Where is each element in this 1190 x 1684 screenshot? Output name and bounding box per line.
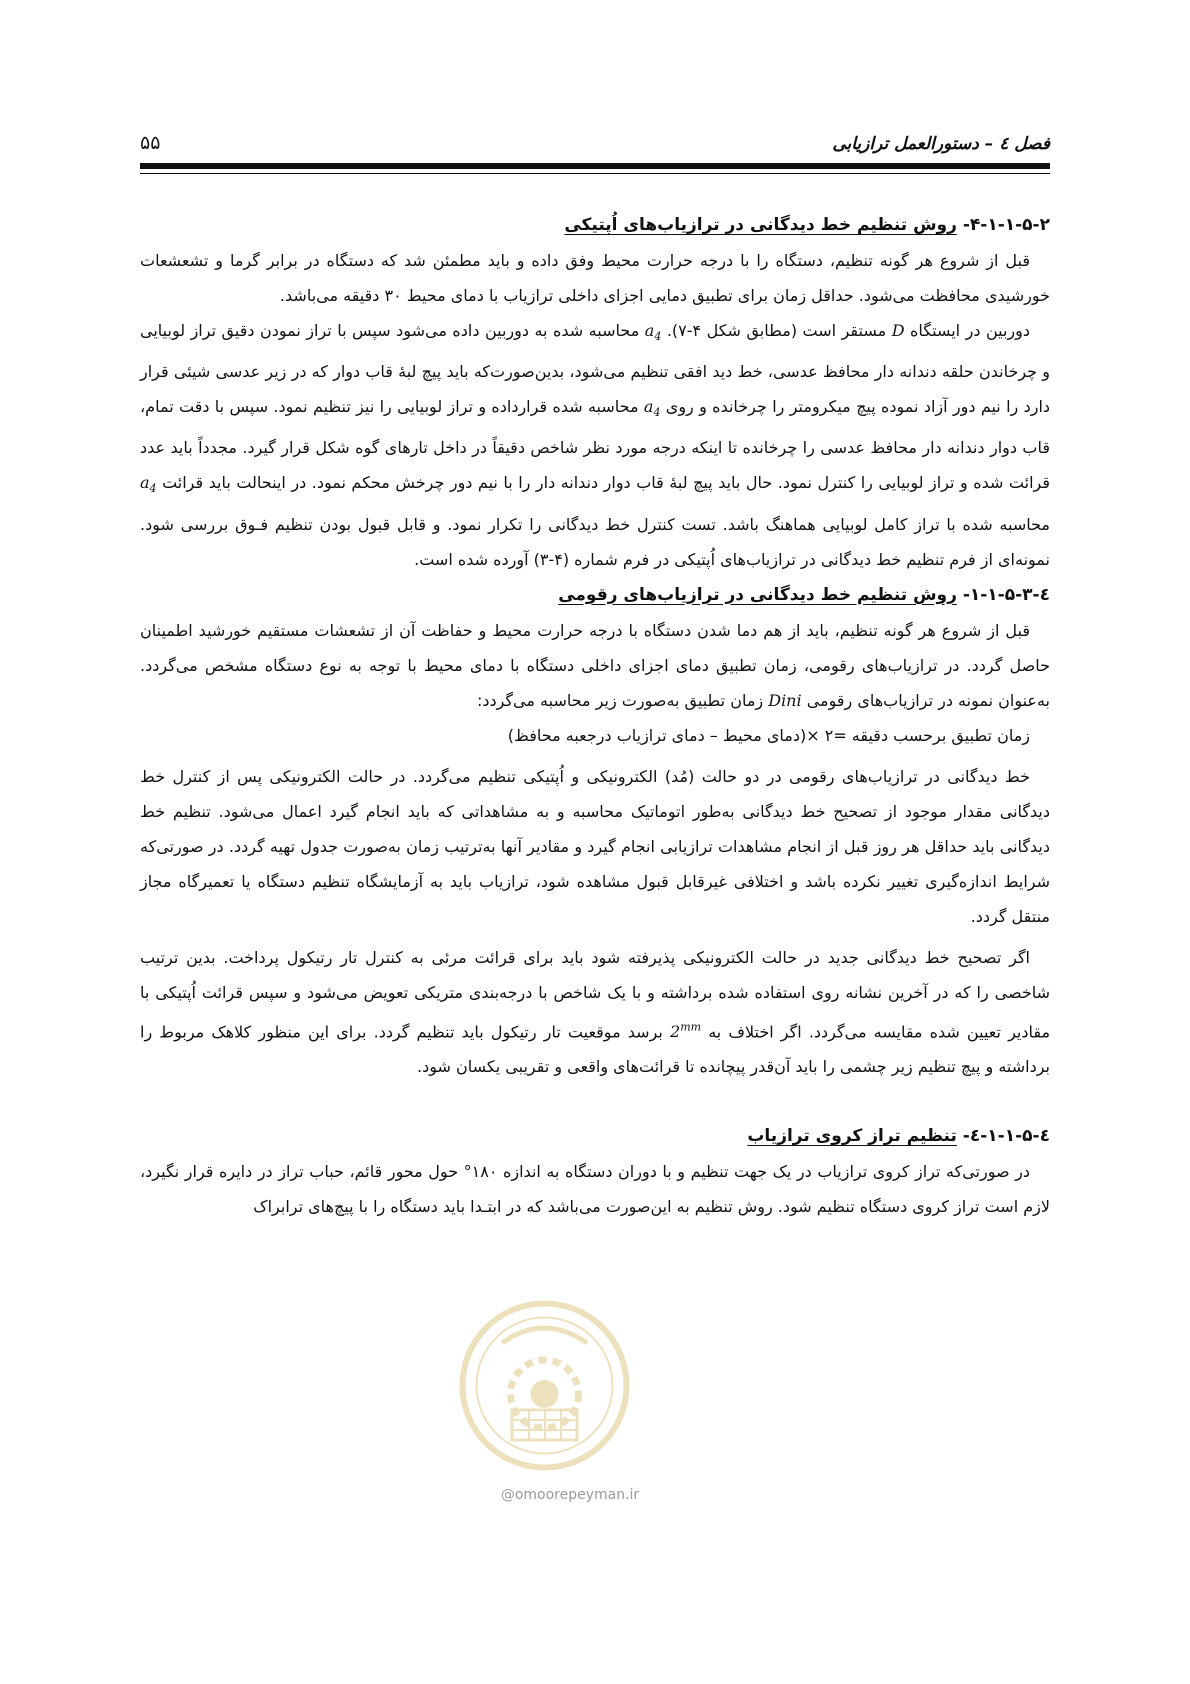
- section-heading: [140, 577, 1050, 613]
- variable-2mm: $2^{mm}$: [670, 1020, 702, 1041]
- running-header: [140, 120, 1050, 160]
- chapter-title: فصل ٤ – دستورالعمل ترازیابی: [832, 134, 1050, 154]
- section-title: تنظیم تراز کروی ترازیاب: [747, 1125, 957, 1146]
- variable-a4: $a_4$: [140, 473, 157, 496]
- page-number: ۵۵: [140, 132, 161, 154]
- variable-D: D: [891, 321, 905, 340]
- section-number: ٤-۱-۱-۵-۳-: [962, 584, 1050, 605]
- formula: زمان تطبیق برحسب دقیقه =۲ ×(دمای محیط – دمای ترازیاب درجعبه محافظ): [507, 725, 1030, 745]
- paragraph: اگر تصحیح خط دیدگانی جدید در حالت الکترونیکی پذیرفته شود باید برای قرائت مرئی به کنترل تار رتیکول پرداخت. بدین ترتیب شاخصی را که در آخرین نشانه روی استفاده شده برداشته و با یک شاخص با درجه‌بندی متریکی تعویض می‌شود و سپس قرائت اُپتیکی با مقادیر تعیین شده مقایسه می‌گردد. اگر اختلاف به $2^{mm}$ برسد موقعیت تار رتیکول باید تنظیم گردد. برای این منظور کلاهک مربوط را برداشته و پیچ تنظیم زیر چشمی را باید آن‌قدر پیچانده تا قرائت‌های واقعی و تقریبی یکسان شود.: [140, 947, 1051, 1076]
- paragraph: دوربین در ایستگاه D مستقر است (مطابق شکل ۴-۷). $a_4$ محاسبه شده به دوربین داده می‌شود سپس با تراز نمودن دقیق تراز لوبیایی و چرخاندن حلقه دندانه دار محافظ عدسی، خط دید افقی تنظیم می‌شود، بدین‌صورت‌که باید پیچ لبهٔ قاب دوار که در زیر عدسی شیئی قرار دارد را نیم دور آزاد نموده پیچ میکرومتر را چرخانده و روی $a_4$ محاسبه شده قرارداده و تراز لوبیایی را نیز تنظیم نمود. سپس با دقت تمام، قاب دوار دندانه دار محافظ عدسی را چرخانده تا اینکه درجه مورد نظر شاخص دقیقاً در داخل تارهای گوه شکل قرار گیرد. مجدداً باید عدد قرائت شده و تراز لوبیایی را کنترل نمود. حال باید پیچ لبهٔ قاب دوار دندانه دار را با نیم دور چرخش محکم نمود. در اینحالت باید قرائت $a_4$ محاسبه شده با تراز کامل لوبیایی هماهنگ باشد. تست کنترل خط دیدگانی را تکرار نمود. و قابل قبول بودن تنظیم فـوق بررسی شود. نمونه‌ای از فرم تنظیم خط دیدگانی در ترازیاب‌های اُپتیکی در فرم شماره (۴-۳) آورده شده است.: [140, 321, 1051, 569]
- paragraph: خط دیدگانی در ترازیاب‌های رقومی در دو حالت (مُد) الکترونیکی و اُپتیکی تنظیم می‌گردد. در حالت الکترونیکی پس از کنترل خط دیدگانی مقدار موجود از تصحیح خط دیدگانی به‌طور اتوماتیک محاسبه و به مشاهداتی که باید انجام گیرد اعمال می‌شود. تنظیم خط دیدگانی باید حداقل هر روز قبل از انجام مشاهدات ترازیابی انجام گیرد و مقادیر آنها به‌ترتیب زمان به‌صورت جدول تهیه گردد. در صورتی‌که شرایط اندازه‌گیری تغییر نکرده باشد و اختلافی غیرقابل قبول مشاهده شود، ترازیاب باید به آزمایشگاه تنظیم دستگاه یا تعمیرگاه مجاز منتقل گردد.: [140, 766, 1050, 926]
- section-number: ٤-۱-۱-۵-٤-: [962, 1125, 1050, 1146]
- paragraph: در صورتی‌که تراز کروی ترازیاب در یک جهت تنظیم و با دوران دستگاه به اندازه ۱۸۰° حول محور قائم، حباب تراز در دایره قرار نگیرد، لازم است تراز کروی دستگاه تنظیم شود. روش تنظیم به این‌صورت می‌باشد که در ابتـدا باید دستگاه را با پیچ‌های ترابراک: [140, 1161, 1050, 1216]
- watermark-site: @omoorepeyman.ir: [500, 1487, 640, 1503]
- paragraph: قبل از شروع هر گونه تنظیم، باید از هم دما شدن دستگاه با درجه حرارت محیط و حفاظت آن از تشعشات مستقیم خورشید اطمینان حاصل گردد. در ترازیاب‌های رقومی، زمان تطبیق دمای اجزای داخلی دستگاه با دمای محیط با توجه به نوع دستگاه مشخص می‌گردد. به‌عنوان نمونه در ترازیاب‌های رقومی Dini زمان تطبیق به‌صورت زیر محاسبه می‌گردد:: [140, 620, 1050, 710]
- header-rule-thin: [140, 173, 1050, 174]
- variable-a4: $a_4$: [644, 321, 662, 344]
- section-heading: [140, 1118, 1050, 1154]
- body-text: [140, 207, 1050, 1224]
- header-rule-thick: [140, 163, 1050, 169]
- watermark-logo-icon: [457, 1298, 632, 1473]
- section-title: روش تنظیم خط دیدگانی در ترازیاب‌های رقومی: [558, 584, 957, 605]
- paragraph: قبل از شروع هر گونه تنظیم، دستگاه را با درجه حرارت محیط وفق داده و باید مطمئن شد که دستگاه در برابر گرما و تشعشعات خورشیدی محافظت می‌شود. حداقل زمان برای تطبیق دمایی اجزای داخلی ترازیاب با دمای محیط ۳۰ دقیقه می‌باشد.: [140, 251, 1050, 305]
- section-heading: [140, 207, 1050, 243]
- variable-a4: $a_4$: [643, 397, 661, 420]
- section-number: ۴-۱-۱-۵-۲-: [962, 215, 1050, 235]
- variable-dini: Dini: [768, 690, 802, 710]
- section-title: روش تنظیم خط دیدگانی در ترازیاب‌های اُپتیکی: [564, 215, 957, 235]
